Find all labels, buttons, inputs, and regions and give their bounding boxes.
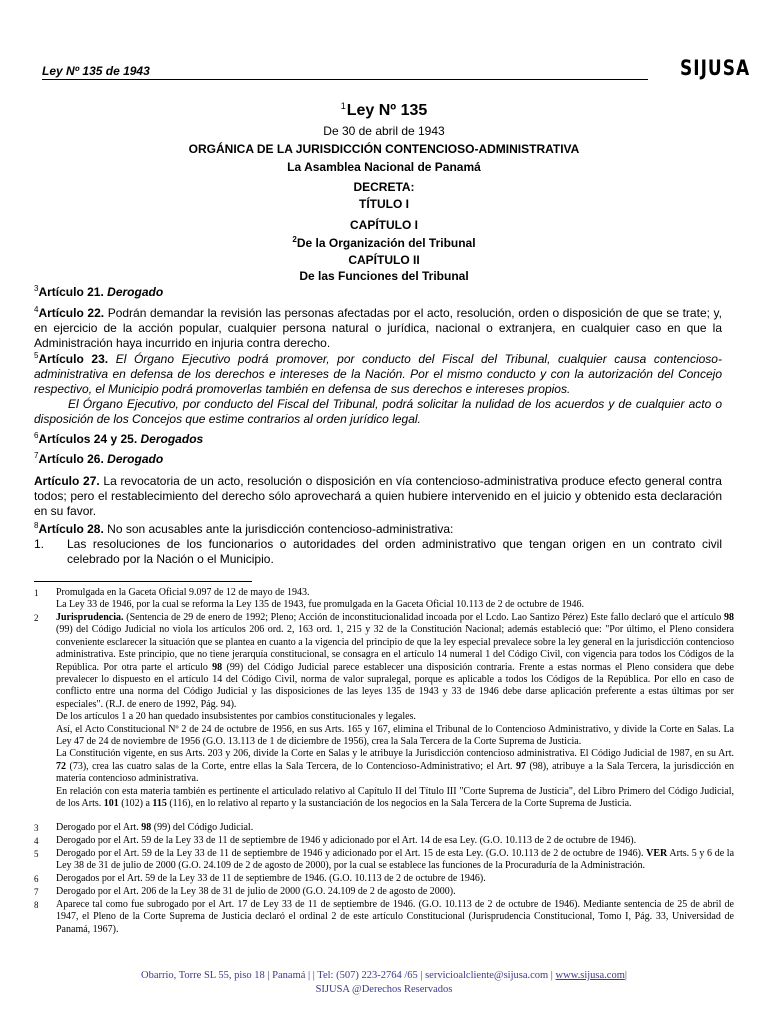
footnote-ref-2[interactable]: 2 [292,235,297,244]
article-27: Artículo 27. La revocatoria de un acto, resolución o disposición en vía contencioso-administrativa produce efecto general contra todos; pero el restablecimiento del derecho sólo aprovechará a quien hubiere intervenido en el juicio y obtenido esta declaración en su favor. [34,474,722,518]
footnote-ref-1[interactable]: 1 [340,101,346,111]
footnote-ref-8[interactable]: 8 [34,521,39,530]
header-law-title: Ley Nº 135 de 1943 [42,64,150,78]
chapter-1-name: $^2$De la Organización del Tribunal [292,235,476,250]
chapter-2-heading: CAPÍTULO II [348,253,420,267]
document-title: $^1$Ley Nº 135 [340,101,428,119]
footnote-1: 1 Promulgada en la Gaceta Oficial 9.097 de 12 de mayo de 1943. La Ley 33 de 1946, por la cual se reforma la Ley 135 de 1943, fue promulgada en la Gaceta Oficial 10.113 de 2 de octubre de 1946. [34,587,585,611]
title-heading: TÍTULO I [359,197,409,211]
article-22: $^4$Artículo 22. Podrán demandar la revisión las personas afectadas por el acto, resolución, orden o disposición de que se trate; y, en ejercicio de la acción popular, cualquier persona natural o jurídica, nacional o extranjera, en cualquier caso en que la Administración haya incurrido en injuria contra derecho. [34,305,722,350]
footnote-ref-6[interactable]: 6 [34,431,39,440]
chapter-2-name: De las Funciones del Tribunal [299,269,469,283]
footer-contact: Obarrio, Torre SL 55, piso 18 | Panamá | | Tel: (507) 223-2764 /65 | servicioalcliente@sijusa.com | www.sijusa.com| [141,970,627,981]
article-21: $^3$Artículo 21. Derogado [34,284,164,299]
law-date: De 30 de abril de 1943 [323,124,445,138]
assembly-name: La Asamblea Nacional de Panamá [287,160,481,174]
decreta-heading: DECRETA: [353,180,415,194]
footnote-8: 8 Aparece tal como fue subrogado por el Art. 17 de Ley 33 de 11 de septiembre de 1946. (G.O. 10.113 de 2 de octubre de 1946). Mediante sentencia de 25 de abril de 1947, el Pleno de la Corte Suprema de Justicia declaró el ordinal 2 de este artículo Constitucional (Jurisprudencia Constitucional, Tomo I, Pág. 33, Universidad de Panamá, 1967). [34,899,734,935]
footnote-7: 7 Derogado por el Art. 206 de la Ley 38 de 31 de julio de 2000 (G.O. 24.109 de 2 de agosto de 2000). [34,886,456,897]
law-subtitle: ORGÁNICA DE LA JURISDICCIÓN CONTENCIOSO-ADMINISTRATIVA [188,142,580,156]
footnote-3: 3 Derogado por el Art. 98 (99) del Código Judicial. [34,822,254,833]
footnote-6: 6 Derogados por el Art. 59 de la Ley 33 de 11 de septiembre de 1946. (G.O. 10.113 de 2 de octubre de 1946). [34,873,486,884]
footnote-divider [34,581,252,582]
article-26: $^7$Artículo 26. Derogado [34,451,164,466]
footer-rights: SIJUSA @Derechos Reservados [315,984,453,995]
footnote-ref-4[interactable]: 4 [34,305,39,314]
footnote-4: 4 Derogado por el Art. 59 de la Ley 33 de 11 de septiembre de 1946 y adicionado por el Art. 14 de esa Ley. (G.O. 10.113 de 2 de octubre de 1946). [34,835,637,846]
sijusa-logo: SIJUSA [680,56,751,81]
article-28: $^8$Artículo 28. No son acusables ante la jurisdicción contencioso-administrativa: 1. Las resoluciones de los funcionarios o autoridades del orden administrativo que tengan origen en un contrato civil celebrado por la Nación o el Municipio. [34,521,722,566]
website-link[interactable]: www.sijusa.com [555,970,625,981]
article-23-paragraph-2: El Órgano Ejecutivo, por conducto del Fiscal del Tribunal, podrá solicitar la nulidad de los acuerdos y de cualquier acto o disposición de los Concejos que estime contrarios al orden jurídico legal. [34,397,722,426]
article-23: $^5$Artículo 23. El Órgano Ejecutivo podrá promover, por conducto del Fiscal del Tribunal, cualquier causa contencioso-administrativa en defensa de los derechos e intereses de la Nación. Por el mismo conducto y con la autorización del Concejo respectivo, el Municipio podrá promoverlas también en defensa de sus derechos e intereses propios. El Órgano Ejecutivo, por conducto del Fiscal del Tribunal, podrá solicitar la nulidad de los acuerdos y de cualquier acto o disposición de los Concejos que estime contrarios al orden jurídico legal. [34,351,722,426]
footnote-ref-5[interactable]: 5 [34,351,39,360]
footnote-ref-7[interactable]: 7 [34,451,39,460]
articles-24-25: $^6$Artículos 24 y 25. Derogados [34,431,204,446]
header-divider [42,79,648,80]
footnote-2: 2 Jurisprudencia. (Sentencia de 29 de enero de 1992; Pleno; Acción de inconstitucionalidad incoada por el Lcdo. Lao Santizo Pérez) Este fallo declaró que el artículo 98 (99) del Código Judicial no viola los artículos 206 ord. 2, 163 ord. 1, 215 y 32 de la Constitución Nacional; además estableció que: "Por último, el Pleno considera conveniente esclarecer la situación que se plantea en cuanto a la vigencia del principio de que la ley especial prevalece sobre la ley general en la jurisdicción contencioso administrativa. Este principio, que no tiene jerarquía constitucional, se consagra en el artículo 14 numeral 1 del Código Civil, con vigencia para todos los Códigos de la República. Por otra parte el artículo 98 (99) del Código Judicial parece establecer una disposición contraria. Frente a estas normas el Pleno considera que debe prevalecer lo dispuesto en el artículo 14 del Código Civil, norma de valor supralegal, porque es aplicable a todos los Códigos de la República. Por ello en caso de conflicto entre una norma del Código Judicial y las disposiciones de las leyes 135 de 1943 y 33 de 1946 debe darse aplicación preferente a estas últimas por ser especiales". (R.J. de enero de 1992, Pág. 94). De los artículos 1 a 20 han quedado insubsistentes por cambios constitucionales y legales. Así, el Acto Constitucional Nº 2 de 24 de octubre de 1956, en sus Arts. 165 y 167, elimina el Tribunal de lo Contencioso Administrativo, y divide la Corte en Salas. La Ley 47 de 24 de noviembre de 1956 (G.O. 13.113 de 1 de diciembre de 1956), crea la Sala Tercera de la Corte Suprema de Justicia. La Constitución vigente, en sus Arts. 203 y 206, divide la Corte en Salas y le atribuye la Jurisdicción contencioso administrativa. El Código Judicial de 1987, en su Art. 72 (73), crea las cuatro salas de la Corte, entre ellas la Sala Tercera, de lo Contencioso-Administrativo; el Art. 97 (98), atribuye a la Sala Tercera, la jurisdicción en materia contencioso administrativa. En relación con esta materia también es pertinente el articulado relativo al Capítulo II del Título III "Corte Suprema de Justicia", del Libro Primero del Código Judicial, de los Arts. 101 (102) a 115 (116), en lo relativo al reparto y la sustanciación de los negocios en la Sala Tercera de la Corte Suprema de Justicia. [34,612,735,810]
footnote-5: 5 Derogado por el Art. 59 de la Ley 33 de 11 de septiembre de 1946 y adicionado por el Art. 15 de esta Ley. (G.O. 10.113 de 2 de octubre de 1946). VER Arts. 5 y 6 de la Ley 38 de 31 de julio de 2000 (G.O. 24.109 de 2 de agosto de 2000), por la cual se establece las funciones de la Procuraduría de la Administración. [34,848,735,872]
footnote-ref-3[interactable]: 3 [34,284,39,293]
chapter-1-heading: CAPÍTULO I [350,218,418,232]
article-28-item-1: 1. Las resoluciones de los funcionarios o autoridades del orden administrativo que tengan origen en un contrato civil celebrado por la Nación o el Municipio. [34,537,722,566]
